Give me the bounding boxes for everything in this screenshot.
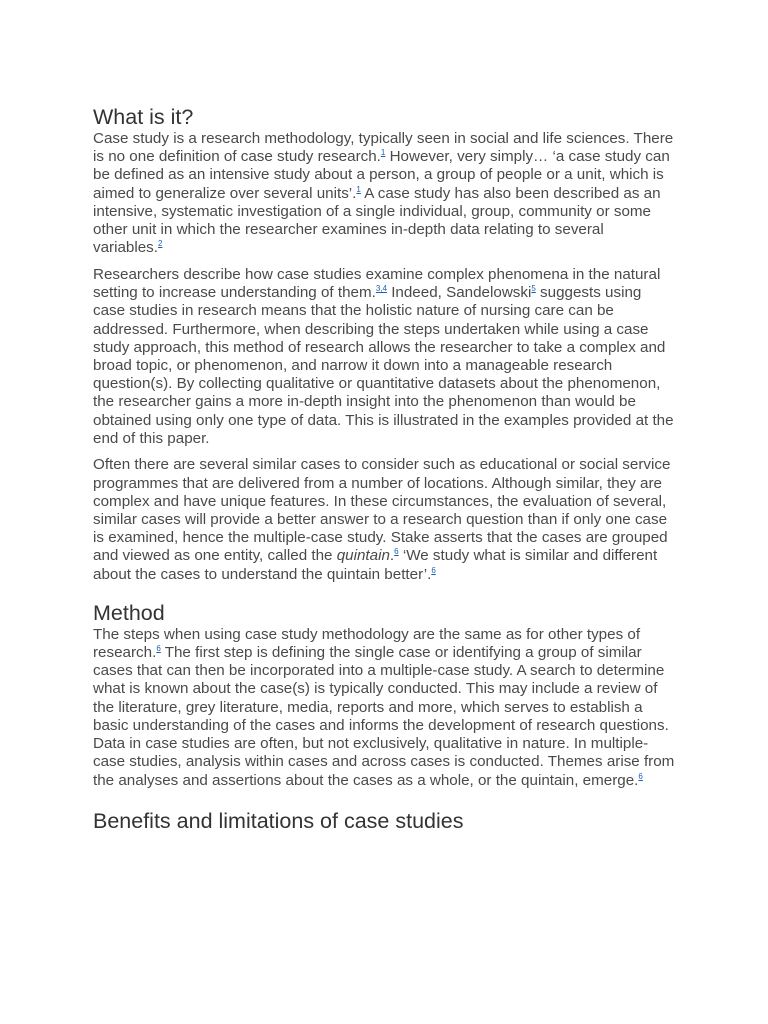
paragraph-definition [93, 130, 676, 257]
paragraph-method-steps [93, 626, 676, 790]
reference-link[interactable]: 2 [158, 239, 163, 249]
reference-link[interactable]: 6 [431, 565, 436, 575]
reference-link[interactable]: 5 [531, 284, 536, 294]
paragraph-text: Case study is a research methodology, typically seen in social and life sciences. There is no one definition of case study research. [93, 130, 674, 166]
paragraph-text: A case study has also been described as an intensive, systematic investigation of a single individual, group, community or some other unit in which the researcher examines in-depth data relating to several variables. [93, 184, 661, 257]
paragraph-text: . [389, 547, 395, 565]
paragraph-multiple-case [93, 456, 676, 583]
reference-link[interactable]: 6 [394, 547, 399, 557]
paragraph-text: However, very simply… ‘a case study can be defined as an intensive study about a person, a group of people or a unit, which is aimed to generalize over several units’. [93, 148, 670, 202]
emphasis-quintain: quintain [336, 547, 390, 565]
reference-link[interactable]: 3,4 [375, 284, 387, 294]
reference-link[interactable]: 6 [156, 644, 161, 654]
section-heading-method: Method [93, 600, 165, 625]
reference-link[interactable]: 6 [638, 771, 643, 781]
paragraph-text: Often there are several similar cases to consider such as educational or social service programmes that are delivered from a number of locations. Although similar, they are complex and have unique features. In these circumstances, the evaluation of several, similar cases will provide a better answer to a research question than if only one case is examined, hence the multiple-case study. Stake asserts that the cases are grouped and viewed as one entity, called the [93, 456, 671, 565]
reference-link[interactable]: 1 [356, 184, 361, 194]
paragraph-text: Indeed, Sandelowski [386, 284, 532, 302]
paragraph-text: Researchers describe how case studies examine complex phenomena in the natural setting to increase understanding of them. [93, 265, 661, 302]
paragraph-text: The steps when using case study methodology are the same as for other types of research. [93, 625, 641, 662]
paragraph-text: The first step is defining the single case or identifying a group of similar cases that can then be incorporated into a multiple-case study. A search to determine what is known about the case(s) is typically conducted. This may include a review of the literature, grey literature, media, reports and more, which serves to establish a basic understanding of the cases and informs the development of research questions. Data in case studies are often, but not exclusively, qualitative in nature. In multiple-case studies, analysis within cases and across cases is conducted. Themes arise from the analyses and assertions about the cases as a whole, or the quintain, emerge. [93, 644, 675, 789]
paragraph-text: ‘We study what is similar and different about the cases to understand the quintain better’. [93, 547, 658, 583]
paragraph-complex-phenomena [93, 266, 676, 448]
reference-link[interactable]: 1 [380, 148, 386, 158]
paragraph-text: suggests using case studies in research means that the holistic nature of nursing care can be addressed. Furthermore, when describing the steps undertaken while using a case study approach, this method of research allows the researcher to take a complex and broad topic, or phenomenon, and narrow it down into a manageable research question(s). By collecting qualitative or quantitative datasets about the phenomenon, the researcher gains a more in-depth insight into the phenomenon than would be obtained using only one type of data. This is illustrated in the examples provided at the end of this paper. [93, 284, 674, 447]
section-heading-what-is-it: What is it? [93, 105, 194, 129]
section-heading-benefits-limitations: Benefits and limitations of case studies [93, 808, 464, 833]
